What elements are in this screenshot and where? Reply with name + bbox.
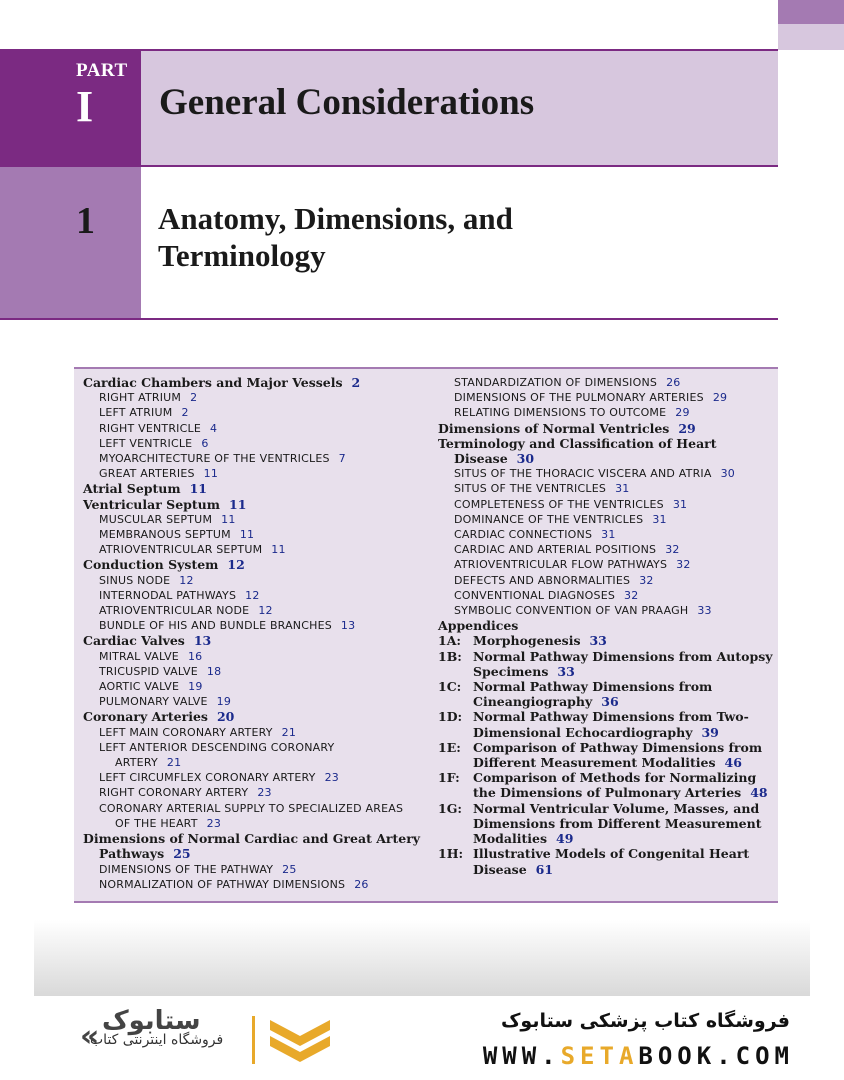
appendix-entry xyxy=(438,770,778,800)
shop-name: فروشگاه کتاب پزشکی ستابوک xyxy=(500,1010,790,1032)
toc-entry xyxy=(438,588,778,603)
toc-entry xyxy=(83,542,433,557)
toc-entry-title: Dimensions of Normal Ventricles xyxy=(438,420,670,436)
part-title: General Considerations xyxy=(159,82,535,123)
toc-page-number: 32 xyxy=(624,588,639,602)
logo-text: ستابوک xyxy=(102,1006,201,1036)
appendix-title-text: Normal Pathway Dimensions from Autopsy Specimens xyxy=(473,648,773,679)
toc-page-number: 11 xyxy=(221,512,236,526)
toc-entry-title: RIGHT VENTRICLE xyxy=(99,421,201,435)
toc-page-number: 11 xyxy=(189,481,208,497)
appendix-page-number: 36 xyxy=(601,694,619,710)
toc-entry-title: Dimensions of Normal Cardiac and Great Artery xyxy=(83,831,421,847)
toc-entry xyxy=(83,877,433,892)
toc-page-number: 25 xyxy=(282,862,297,876)
toc-page-number: 2 xyxy=(351,375,361,390)
toc-entry xyxy=(83,649,433,664)
toc-column-right xyxy=(438,375,778,877)
toc-entry xyxy=(83,816,433,831)
toc-entry-title: Cardiac Valves xyxy=(83,633,185,649)
toc-entry xyxy=(83,633,433,648)
toc-page-number: 26 xyxy=(354,877,369,891)
toc-entry-title: MYOARCHITECTURE OF THE VENTRICLES xyxy=(99,452,330,466)
toc-entry-title: CONVENTIONAL DIAGNOSES xyxy=(454,588,616,602)
toc-entry-title: Coronary Arteries xyxy=(83,709,208,725)
toc-entry-title: CORONARY ARTERIAL SUPPLY TO SPECIALIZED AREAS xyxy=(99,801,404,815)
toc-page-number: 25 xyxy=(173,846,191,862)
toc-entry xyxy=(83,831,433,846)
toc-entry-title: BUNDLE OF HIS AND BUNDLE BRANCHES xyxy=(99,619,332,633)
appendix-code: 1D: xyxy=(438,709,463,725)
toc-entry-title: CARDIAC AND ARTERIAL POSITIONS xyxy=(454,543,657,557)
toc-entry-title: MEMBRANOUS SEPTUM xyxy=(99,528,231,542)
chapter-title xyxy=(158,200,718,274)
appendix-entry xyxy=(438,740,778,770)
toc-page-number: 26 xyxy=(666,376,681,389)
toc-entry xyxy=(83,481,433,496)
toc-entry-title: NORMALIZATION OF PATHWAY DIMENSIONS xyxy=(99,877,346,891)
appendix-code: 1E: xyxy=(438,739,461,755)
page-shadow xyxy=(34,920,810,996)
appendix-title-text: Morphogenesis xyxy=(473,633,581,649)
toc-entry xyxy=(83,603,433,618)
toc-entry xyxy=(83,664,433,679)
toc-page-number: 19 xyxy=(188,680,203,694)
toc-page-number: 32 xyxy=(665,543,680,557)
toc-entry xyxy=(83,557,433,572)
chapter-title-line1: Anatomy, Dimensions, and xyxy=(158,201,513,236)
toc-entry xyxy=(83,390,433,405)
toc-entry-title: RIGHT CORONARY ARTERY xyxy=(99,786,249,800)
appendix-page-number: 33 xyxy=(557,663,575,679)
toc-entry-title: DIMENSIONS OF THE PULMONARY ARTERIES xyxy=(454,391,704,405)
toc-entry-title: OF THE HEART xyxy=(115,816,198,830)
toc-entry xyxy=(83,405,433,420)
table-of-contents xyxy=(74,367,778,903)
toc-page-number: 2 xyxy=(190,391,198,405)
chapter-number-box xyxy=(0,167,141,318)
toc-entry xyxy=(83,770,433,785)
appendix-code: 1G: xyxy=(438,800,462,816)
appendix-title-text: Comparison of Methods for Normalizing the Dimensions of Pulmonary Arteries xyxy=(473,770,757,801)
appendix-title-text: Comparison of Pathway Dimensions from Different Measurement Modalities xyxy=(473,739,763,771)
toc-page-number: 13 xyxy=(193,633,212,649)
toc-entry-title: SITUS OF THE THORACIC VISCERA AND ATRIA xyxy=(454,467,712,481)
chapter-title-line2: Terminology xyxy=(158,238,326,273)
appendix-title xyxy=(473,633,778,648)
chapter-header xyxy=(0,49,778,320)
toc-page-number: 31 xyxy=(615,482,630,496)
toc-entry-title: LEFT ANTERIOR DESCENDING CORONARY xyxy=(99,740,335,754)
toc-entry xyxy=(83,862,433,877)
toc-entry xyxy=(83,709,433,724)
toc-entry-title: TRICUSPID VALVE xyxy=(99,664,198,678)
toc-entry-title: Terminology and Classification of Heart xyxy=(438,435,717,451)
toc-entry-title: Disease xyxy=(454,451,508,467)
toc-entry xyxy=(83,618,433,633)
toc-page-number: 12 xyxy=(227,557,245,573)
toc-page-number: 20 xyxy=(216,709,235,725)
toc-entry-title: CARDIAC CONNECTIONS xyxy=(454,528,593,542)
toc-entry-title: Atrial Septum xyxy=(83,481,181,497)
toc-entry xyxy=(83,801,433,816)
toc-entry-title: SITUS OF THE VENTRICLES xyxy=(454,482,607,496)
toc-page-number: 29 xyxy=(678,420,696,436)
corner-tab xyxy=(778,0,844,24)
toc-page-number: 23 xyxy=(257,786,272,800)
toc-entry-title: ATRIOVENTRICULAR NODE xyxy=(99,604,250,618)
toc-entry xyxy=(438,451,778,466)
toc-entry xyxy=(438,405,778,420)
toc-right-entries xyxy=(438,375,778,633)
toc-entry xyxy=(438,481,778,496)
toc-entry-title: ARTERY xyxy=(115,756,158,770)
toc-entry xyxy=(438,542,778,557)
toc-entry-title: RIGHT ATRIUM xyxy=(99,391,182,405)
toc-page-number: 16 xyxy=(187,649,203,663)
toc-entry xyxy=(83,755,433,770)
appendix-code: 1A: xyxy=(438,633,462,649)
toc-entry xyxy=(83,375,433,390)
toc-entry xyxy=(83,740,433,755)
toc-page-number: 18 xyxy=(206,664,222,678)
toc-page-number: 11 xyxy=(271,543,286,557)
appendix-page-number: 61 xyxy=(535,861,554,877)
appendix-title-text: Normal Pathway Dimensions from Two-Dimensional Echocardiography xyxy=(473,709,749,740)
toc-page-number: 7 xyxy=(338,452,346,466)
appendix-entry xyxy=(438,846,778,876)
toc-page-number: 21 xyxy=(166,756,182,770)
toc-entry-title: LEFT MAIN CORONARY ARTERY xyxy=(99,725,273,739)
toc-entry-title: Cardiac Chambers and Major Vessels xyxy=(83,375,343,390)
appendix-title xyxy=(473,679,778,709)
chapter-number: 1 xyxy=(76,200,95,242)
toc-entry xyxy=(438,497,778,512)
appendix-title xyxy=(473,770,778,800)
toc-entry-title: RELATING DIMENSIONS TO OUTCOME xyxy=(454,406,667,420)
toc-entry-title: Pathways xyxy=(99,846,165,862)
logo-subtitle: فروشگاه اینترنتی کتاب xyxy=(90,1032,224,1048)
toc-entry xyxy=(438,436,778,451)
toc-entry xyxy=(83,573,433,588)
appendix-code: 1H: xyxy=(438,846,464,862)
toc-entry xyxy=(438,527,778,542)
appendix-list xyxy=(438,633,778,876)
part-title-box xyxy=(141,51,778,167)
toc-entry-title: DOMINANCE OF THE VENTRICLES xyxy=(454,512,644,526)
toc-entry xyxy=(83,497,433,512)
toc-page-number: 30 xyxy=(516,451,535,467)
toc-page-number: 32 xyxy=(676,558,691,572)
appendix-title xyxy=(473,740,778,770)
toc-page-number: 11 xyxy=(229,496,247,512)
part-label: PART xyxy=(76,60,128,81)
appendix-code: 1F: xyxy=(438,770,460,786)
toc-entry-title: ATRIOVENTRICULAR FLOW PATHWAYS xyxy=(454,558,668,572)
toc-page-number: 29 xyxy=(712,391,728,405)
part-number: I xyxy=(76,82,94,131)
toc-entry-title: MUSCULAR SEPTUM xyxy=(99,512,213,526)
toc-entry-title: PULMONARY VALVE xyxy=(99,695,208,709)
appendix-title xyxy=(473,801,778,847)
appendix-title-text: Normal Ventricular Volume, Masses, and Dimensions from Different Measurement Modalities xyxy=(473,800,762,847)
toc-page-number: 13 xyxy=(340,619,356,633)
toc-entry xyxy=(83,527,433,542)
toc-page-number: 4 xyxy=(209,421,218,435)
toc-entry xyxy=(83,512,433,527)
appendix-entry xyxy=(438,633,778,648)
toc-entry xyxy=(438,421,778,436)
toc-entry-title: SINUS NODE xyxy=(99,573,171,587)
toc-entry xyxy=(438,466,778,481)
appendix-page-number: 33 xyxy=(589,633,607,649)
toc-entry xyxy=(438,573,778,588)
appendix-entry xyxy=(438,801,778,847)
toc-entry-title: LEFT CIRCUMFLEX CORONARY ARTERY xyxy=(99,771,316,785)
toc-entry xyxy=(83,421,433,436)
appendix-title-text: Illustrative Models of Congenital Heart Disease xyxy=(473,846,750,877)
appendix-title xyxy=(473,649,778,679)
toc-entry-title: AORTIC VALVE xyxy=(99,680,180,694)
appendix-page-number: 39 xyxy=(701,724,719,740)
toc-entry xyxy=(83,725,433,740)
toc-entry-title: LEFT VENTRICLE xyxy=(99,436,193,450)
toc-entry-title: Appendices xyxy=(438,618,519,634)
toc-page-number: 30 xyxy=(720,467,736,481)
appendix-entry xyxy=(438,709,778,739)
toc-entry xyxy=(83,436,433,451)
toc-entry xyxy=(83,451,433,466)
toc-entry xyxy=(83,694,433,709)
appendix-title xyxy=(473,846,778,876)
toc-page-number: 31 xyxy=(672,497,688,511)
appendix-code: 1C: xyxy=(438,679,462,695)
toc-column-left xyxy=(83,375,433,892)
part-box xyxy=(0,51,141,167)
toc-entry xyxy=(83,466,433,481)
toc-entry-title: DEFECTS AND ABNORMALITIES xyxy=(454,573,631,587)
toc-page-number: 33 xyxy=(697,604,712,618)
toc-entry-title: LEFT ATRIUM xyxy=(99,406,173,420)
toc-page-number: 19 xyxy=(216,695,232,709)
toc-entry xyxy=(83,785,433,800)
toc-entry xyxy=(438,603,778,618)
toc-entry xyxy=(438,390,778,405)
toc-entry-title: Conduction System xyxy=(83,557,219,573)
toc-entry-title: GREAT ARTERIES xyxy=(99,467,195,481)
header-bottom-rule xyxy=(0,318,778,320)
corner-tab-light xyxy=(778,24,844,50)
toc-page-number: 11 xyxy=(203,467,219,481)
appendix-page-number: 48 xyxy=(750,785,768,801)
appendix-entry xyxy=(438,679,778,709)
appendix-code: 1B: xyxy=(438,648,462,664)
toc-entry-title: Ventricular Septum xyxy=(83,496,220,512)
toc-entry-title: STANDARDIZATION OF DIMENSIONS xyxy=(454,376,658,389)
toc-entry xyxy=(438,618,778,633)
toc-entry xyxy=(83,846,433,861)
toc-page-number: 31 xyxy=(652,512,667,526)
toc-entry-title: MITRAL VALVE xyxy=(99,649,179,663)
toc-page-number: 32 xyxy=(639,573,654,587)
shop-url: WWW.SETABOOK.COM xyxy=(482,1042,794,1070)
toc-page-number: 23 xyxy=(324,771,339,785)
toc-page-number: 21 xyxy=(281,725,297,739)
toc-entry-title: DIMENSIONS OF THE PATHWAY xyxy=(99,862,274,876)
toc-page-number: 6 xyxy=(201,436,209,450)
toc-entry-title: SYMBOLIC CONVENTION OF VAN PRAAGH xyxy=(454,604,689,618)
toc-page-number: 29 xyxy=(675,406,690,420)
appendix-entry xyxy=(438,649,778,679)
appendix-page-number: 49 xyxy=(556,831,574,847)
toc-entry-title: ATRIOVENTRICULAR SEPTUM xyxy=(99,543,263,557)
toc-entry-title: COMPLETENESS OF THE VENTRICLES xyxy=(454,497,664,511)
toc-entry xyxy=(438,557,778,572)
toc-page-number: 12 xyxy=(179,573,194,587)
toc-entry xyxy=(83,679,433,694)
appendix-title xyxy=(473,709,778,739)
toc-entry-title: INTERNODAL PATHWAYS xyxy=(99,588,237,602)
toc-entry xyxy=(83,588,433,603)
toc-page-number: 12 xyxy=(245,588,260,602)
toc-page-number: 11 xyxy=(239,528,255,542)
toc-page-number: 31 xyxy=(601,528,616,542)
appendix-title-text: Normal Pathway Dimensions from Cineangiography xyxy=(473,679,713,710)
footer-banner xyxy=(0,996,844,1080)
toc-entry xyxy=(438,375,778,390)
toc-page-number: 12 xyxy=(258,604,273,618)
toc-page-number: 2 xyxy=(181,406,189,420)
toc-page-number: 23 xyxy=(206,816,222,830)
toc-entry xyxy=(438,512,778,527)
logo-chevrons-icon: « xyxy=(80,1019,100,1054)
appendix-page-number: 46 xyxy=(724,755,742,771)
